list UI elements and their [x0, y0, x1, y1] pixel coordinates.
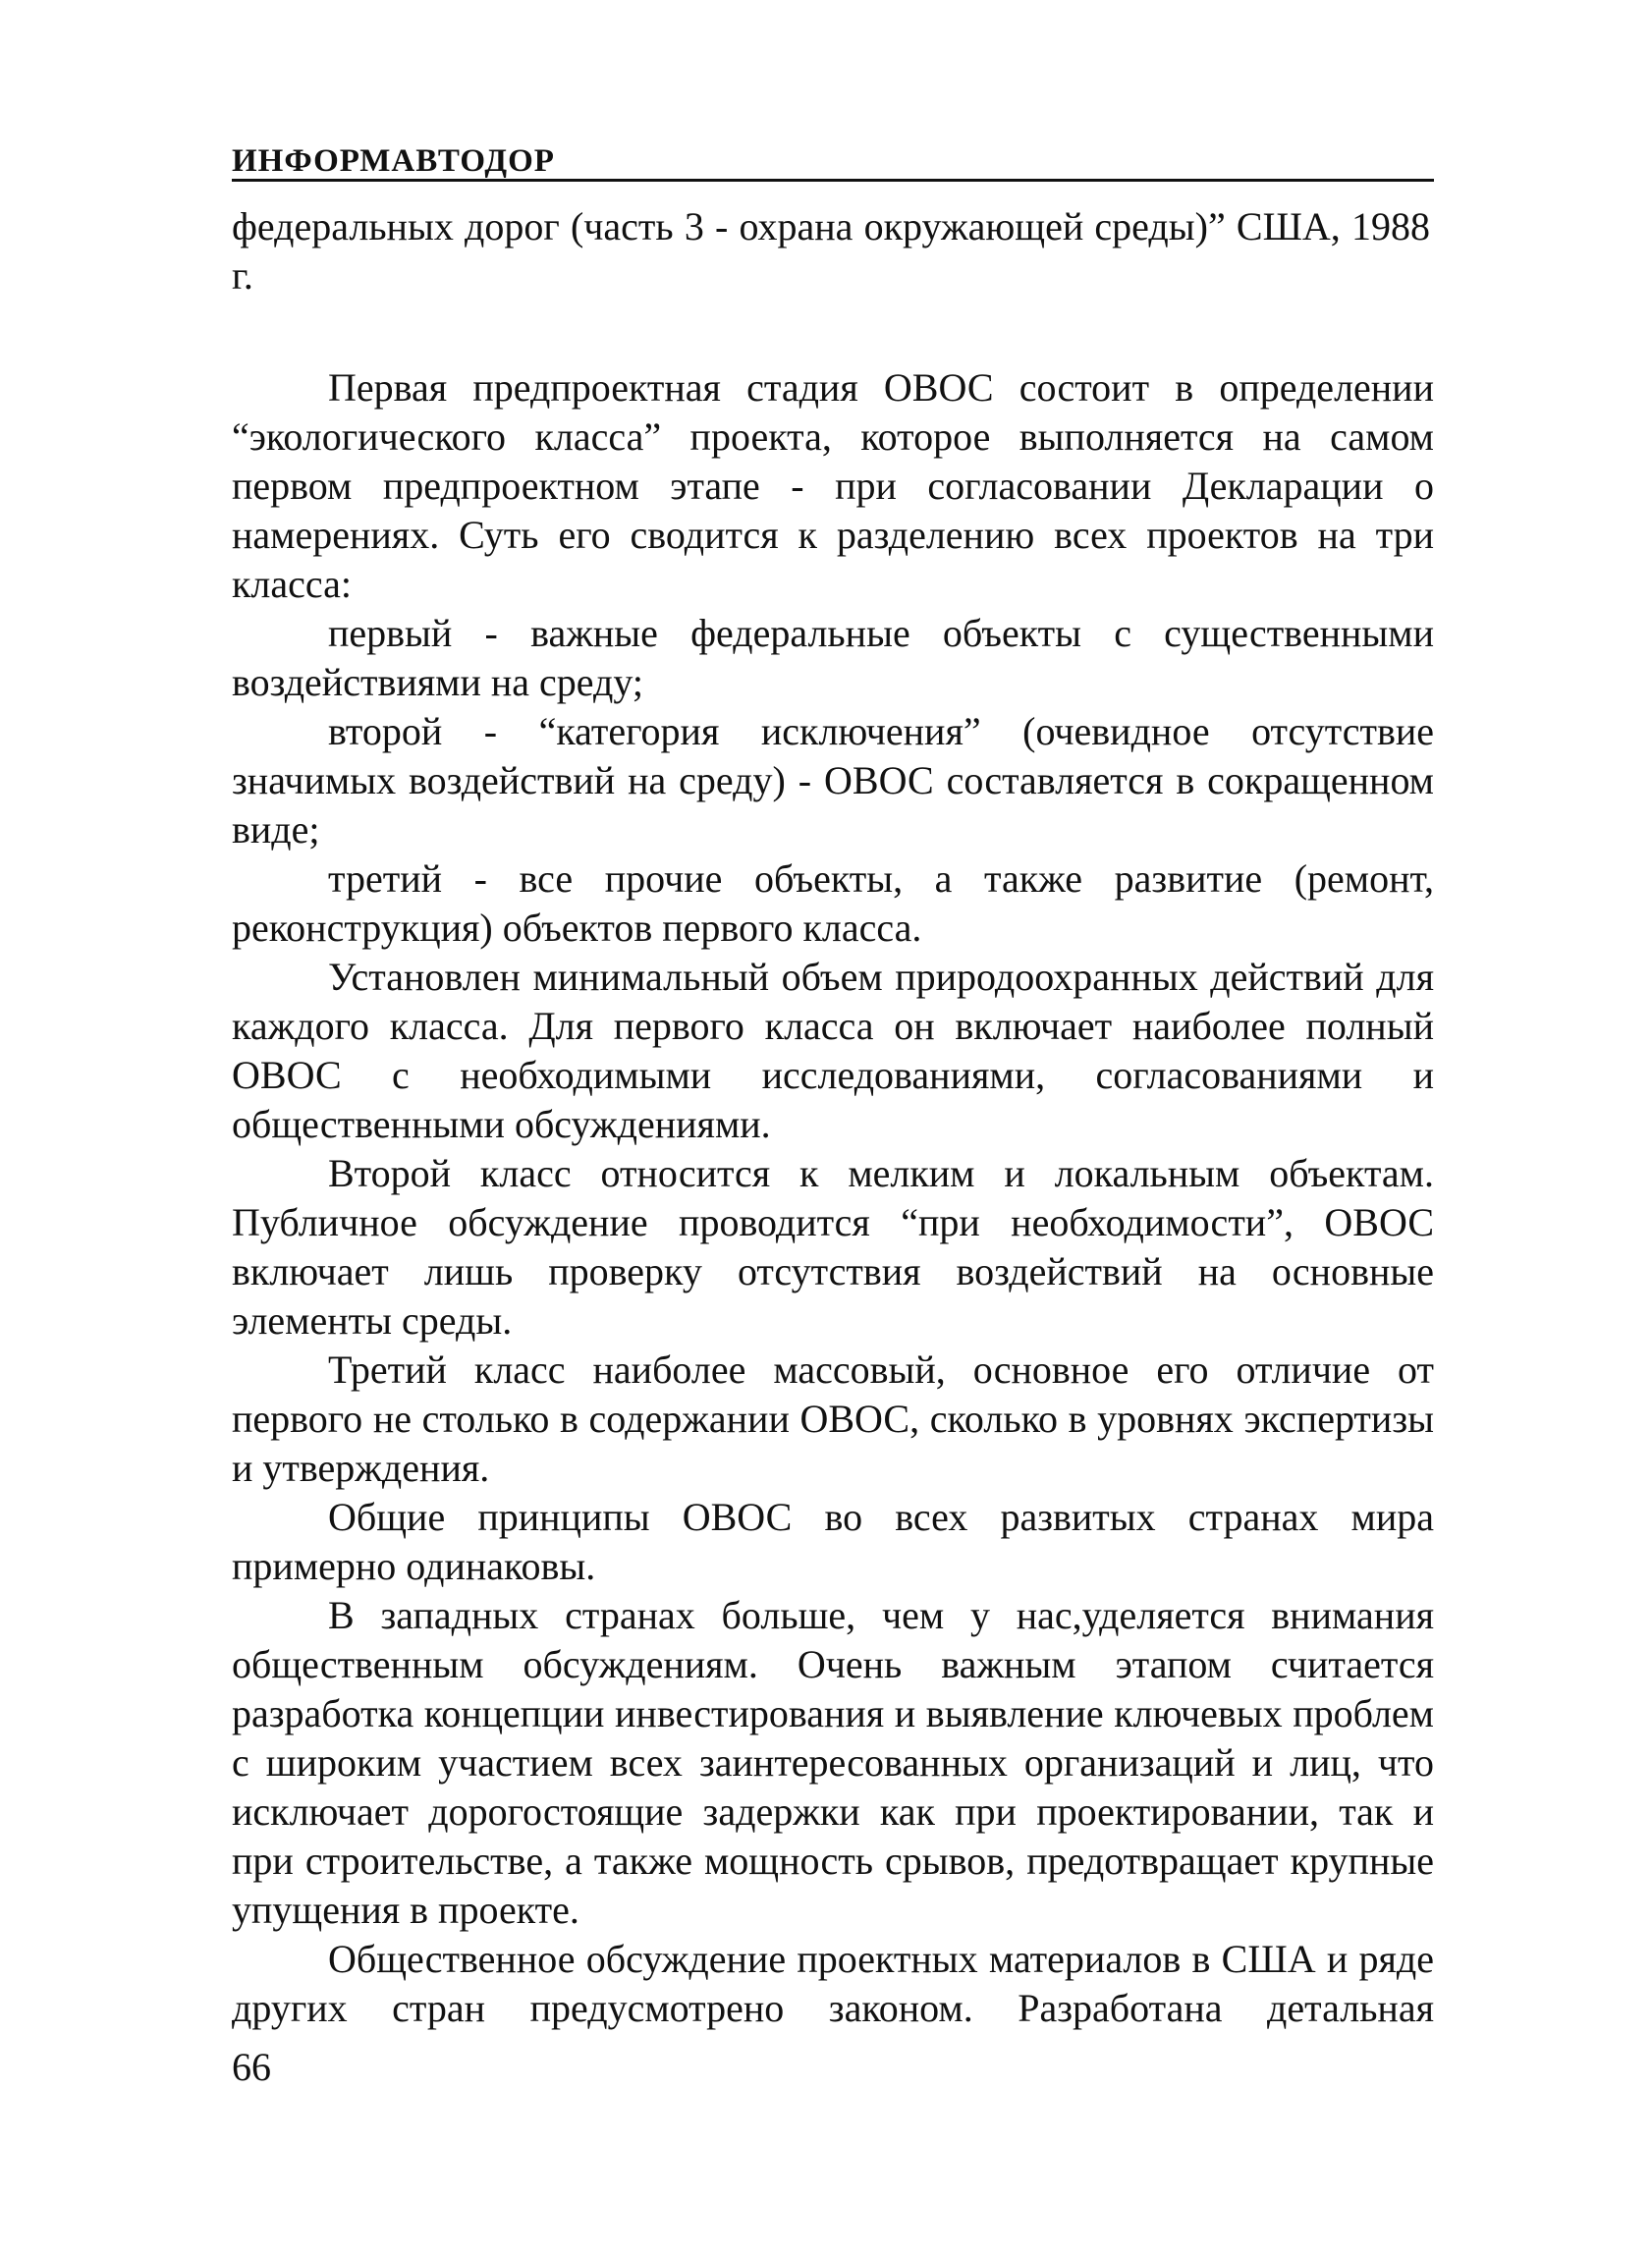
running-title: ИНФОРМАВТОДОР — [232, 143, 555, 179]
paragraph: Общие принципы ОВОС во всех развитых странах мира примерно одинаковы. — [232, 1495, 1434, 1588]
paragraph: Общественное обсуждение проектных материалов в США и ряде других стран предусмотрено законом. Разработана детальная — [232, 1937, 1434, 2030]
paragraph: Установлен минимальный объем природоохранных действий для каждого класса. Для первого класса он включает наиболее полный ОВОС с необходимыми исследованиями, согласованиями и общественными обсуждениями. — [232, 955, 1434, 1146]
paragraph-list-item: третий - все прочие объекты, а также развитие (ремонт, реконструкция) объектов первого класса. — [232, 856, 1434, 950]
paragraph-list-item: первый - важные федеральные объекты с существенными воздействиями на среду; — [232, 611, 1434, 704]
body-text — [232, 202, 1434, 2033]
paragraph: Второй класс относится к мелким и локальным объектам. Публичное обсуждение проводится “при необходимости”, ОВОС включает лишь проверку отсутствия воздействий на основные элементы среды. — [232, 1151, 1434, 1343]
page-number: 66 — [232, 2045, 271, 2089]
paragraph: Первая предпроектная стадия ОВОС состоит в определении “экологического класса” проекта, которое выполняется на самом первом предпроектном этапе - при согласовании Декларации о намерениях. Суть его сводится к разделению всех проектов на три класса: — [232, 365, 1434, 606]
paragraph: В западных странах больше, чем у нас,уделяется внимания общественным обсуждениям. Очень важным этапом считается разработка концепции инвестирования и выявление ключевых проблем с широким участием всех заинтересованных организаций и лиц, что исключает дорогостоящие задержки как при проектировании, так и при строительстве, а также мощность срывов, предотвращает крупные упущения в проекте. — [232, 1593, 1434, 1932]
paragraph-list-item: второй - “категория исключения” (очевидное отсутствие значимых воздействий на среду) - ОВОС составляется в сокращенном виде; — [232, 709, 1434, 852]
paragraph: Третий класс наиболее массовый, основное его отличие от первого не столько в содержании ОВОС, сколько в уровнях экспертизы и утверждения. — [232, 1347, 1434, 1490]
paragraph-continuation: федеральных дорог (часть 3 - охрана окружающей среды)” США, 1988 г. — [232, 204, 1430, 298]
header-rule — [232, 179, 1434, 182]
